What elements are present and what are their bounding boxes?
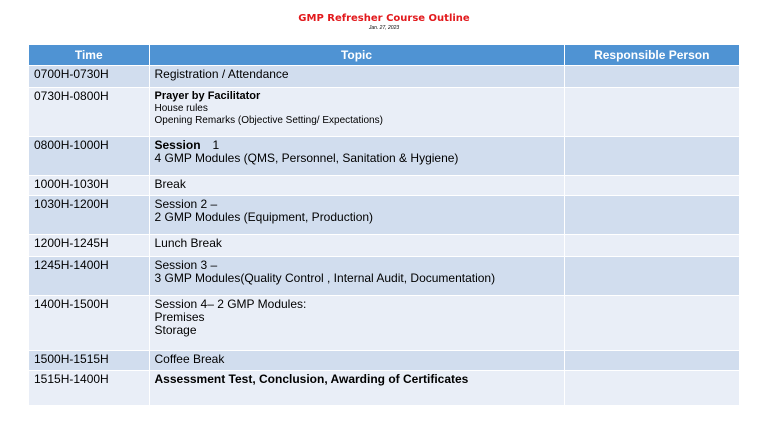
table-row <box>29 137 739 176</box>
document-title: GMP Refresher Course Outline <box>298 13 470 24</box>
topic-line: Premises <box>154 310 205 324</box>
topic-cell <box>149 351 564 371</box>
topic-line: 4 GMP Modules (QMS, Personnel, Sanitation & Hygiene) <box>154 151 459 165</box>
topic-line: Session 2 – <box>154 197 218 211</box>
header-responsible-person: Responsible Person <box>564 45 739 66</box>
header-topic: Topic <box>149 45 564 66</box>
topic-line: Session <box>154 138 201 152</box>
table-row <box>29 296 739 351</box>
table-row <box>29 176 739 196</box>
table-row <box>29 351 739 371</box>
topic-line: Assessment Test, Conclusion, Awarding of Certificates <box>154 372 469 386</box>
topic-line: 2 GMP Modules (Equipment, Production) <box>154 210 374 224</box>
topic-cell <box>149 371 564 405</box>
document-date: Jan. 27, 2023 <box>368 25 400 31</box>
responsible-person-cell <box>564 196 739 235</box>
responsible-person-cell <box>564 88 739 137</box>
topic-line: Registration / Attendance <box>154 67 289 81</box>
topic-line: Opening Remarks (Objective Setting/ Expectations) <box>154 115 383 126</box>
time-cell: 1030H-1200H <box>29 196 149 235</box>
header-time: Time <box>29 45 149 66</box>
time-cell: 0700H-0730H <box>29 66 149 88</box>
responsible-person-cell <box>564 176 739 196</box>
course-outline-table <box>29 45 739 405</box>
time-cell: 0800H-1000H <box>29 137 149 176</box>
time-cell: 0730H-0800H <box>29 88 149 137</box>
responsible-person-cell <box>564 137 739 176</box>
responsible-person-cell <box>564 66 739 88</box>
topic-cell <box>149 196 564 235</box>
topic-cell <box>149 88 564 137</box>
topic-cell <box>149 66 564 88</box>
topic-line: Session 4– 2 GMP Modules: <box>154 297 307 311</box>
topic-line: Storage <box>154 323 197 337</box>
topic-line: Break <box>154 177 186 191</box>
responsible-person-cell <box>564 351 739 371</box>
topic-cell <box>149 235 564 257</box>
table-row <box>29 196 739 235</box>
topic-line: Lunch Break <box>154 236 222 250</box>
time-cell: 1245H-1400H <box>29 257 149 296</box>
responsible-person-cell <box>564 257 739 296</box>
topic-cell <box>149 137 564 176</box>
topic-line: Prayer by Facilitator <box>154 90 261 102</box>
topic-line: Session 3 – <box>154 258 218 272</box>
topic-line: 3 GMP Modules(Quality Control , Internal Audit, Documentation) <box>154 271 496 285</box>
topic-cell <box>149 176 564 196</box>
table-row <box>29 235 739 257</box>
table-header-row <box>29 45 739 66</box>
time-cell: 1400H-1500H <box>29 296 149 351</box>
time-cell: 1200H-1245H <box>29 235 149 257</box>
time-cell: 1500H-1515H <box>29 351 149 371</box>
responsible-person-cell <box>564 296 739 351</box>
topic-cell <box>149 296 564 351</box>
table-row <box>29 371 739 405</box>
time-cell: 1515H-1400H <box>29 371 149 405</box>
table-row <box>29 66 739 88</box>
topic-line: Coffee Break <box>154 352 225 366</box>
topic-line: 1 <box>212 138 220 152</box>
table-row <box>29 257 739 296</box>
topic-line: House rules <box>154 103 208 114</box>
table-row <box>29 88 739 137</box>
responsible-person-cell <box>564 235 739 257</box>
time-cell: 1000H-1030H <box>29 176 149 196</box>
responsible-person-cell <box>564 371 739 405</box>
topic-cell <box>149 257 564 296</box>
